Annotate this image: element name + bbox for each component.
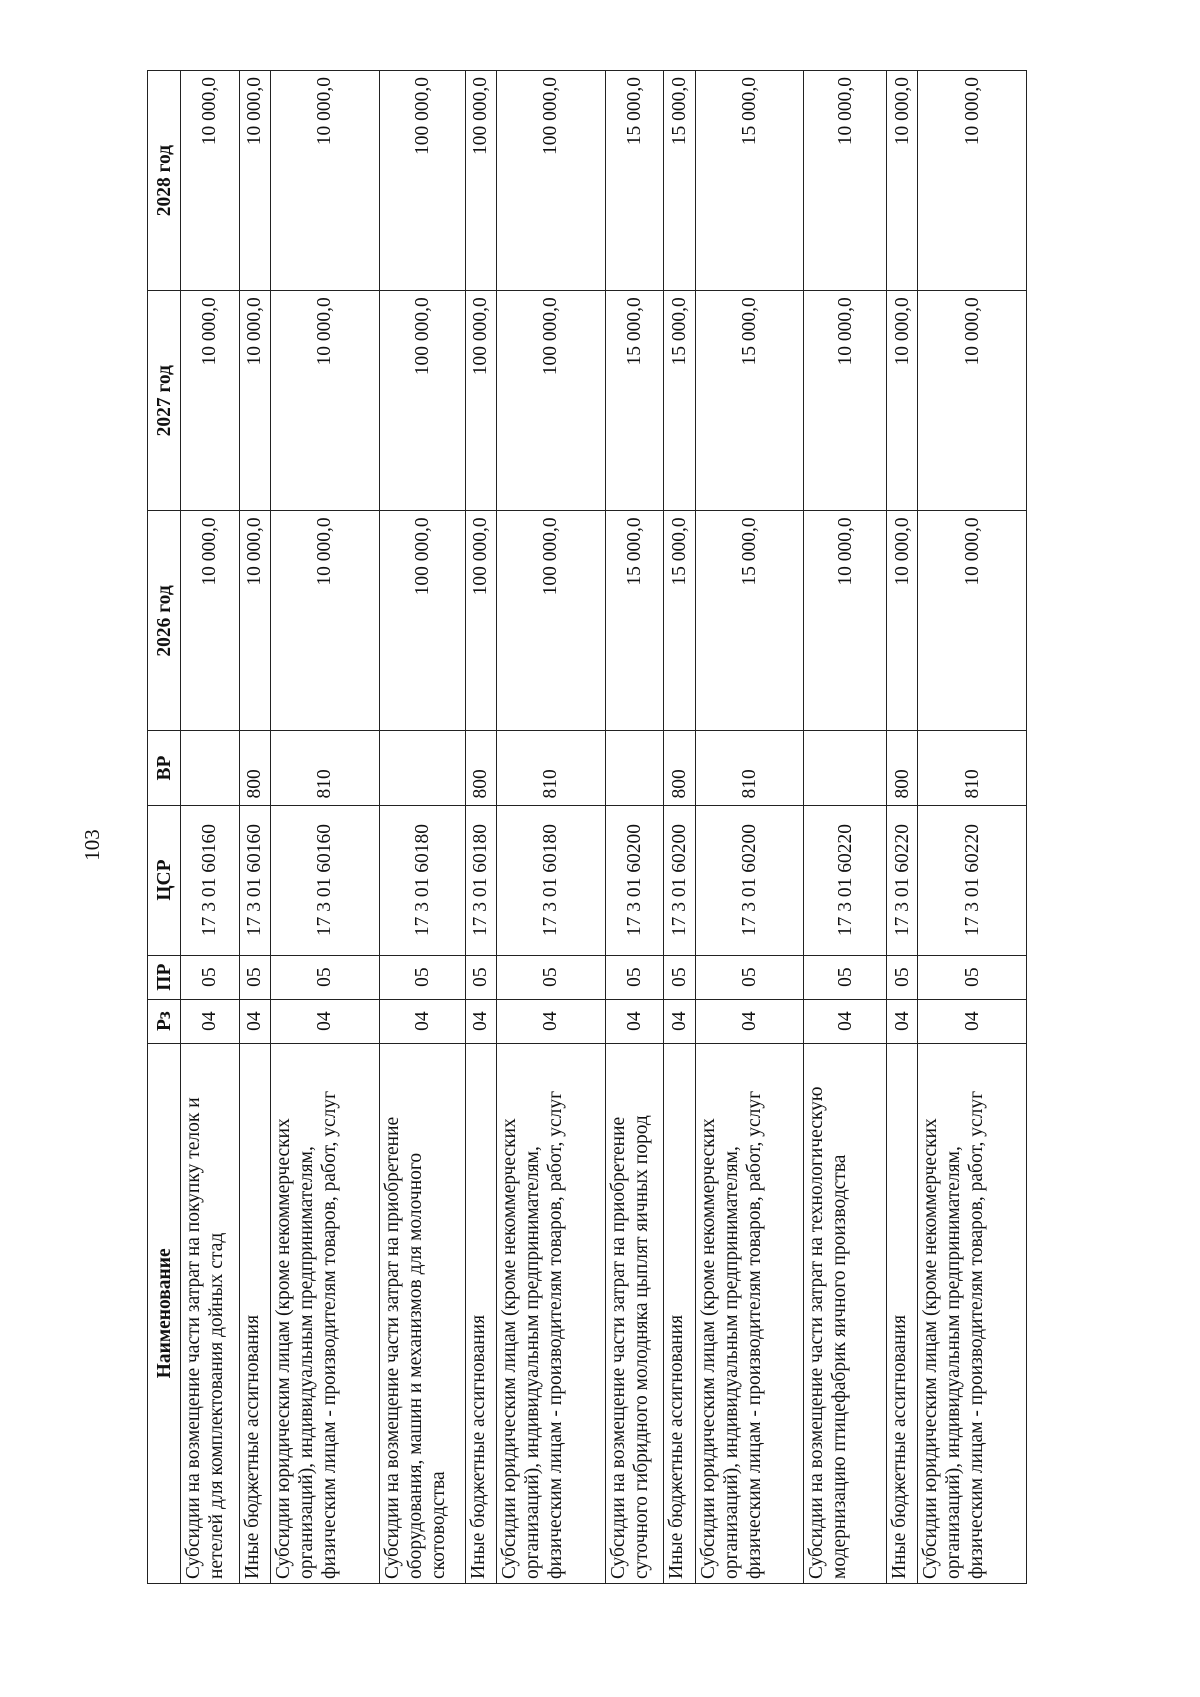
cell-2028: 10 000,0	[239, 71, 270, 291]
cell-rz: 04	[695, 999, 804, 1043]
cell-vr	[605, 731, 664, 805]
cell-2027: 100 000,0	[496, 291, 605, 511]
cell-csr: 17 3 01 60200	[664, 805, 695, 955]
cell-csr: 17 3 01 60220	[804, 805, 887, 955]
table-row	[886, 71, 917, 1584]
cell-2026: 10 000,0	[804, 511, 887, 731]
cell-2027: 100 000,0	[379, 291, 465, 511]
table-header-row	[148, 71, 181, 1584]
cell-2026: 100 000,0	[496, 511, 605, 731]
cell-2028: 100 000,0	[379, 71, 465, 291]
cell-pr: 05	[605, 955, 664, 999]
cell-2026: 15 000,0	[664, 511, 695, 731]
cell-vr: 800	[886, 731, 917, 805]
cell-rz: 04	[804, 999, 887, 1043]
cell-vr: 810	[918, 731, 1027, 805]
cell-2028: 10 000,0	[918, 71, 1027, 291]
cell-2028: 15 000,0	[664, 71, 695, 291]
cell-name: Субсидии юридическим лицам (кроме некоммерческих организаций), индивидуальным предпринимателям, физическим лицам - производителям товаров, работ, услуг	[695, 1043, 804, 1583]
cell-rz: 04	[239, 999, 270, 1043]
cell-2026: 10 000,0	[181, 511, 240, 731]
cell-vr	[379, 731, 465, 805]
cell-csr: 17 3 01 60200	[695, 805, 804, 955]
header-2028: 2028 год	[148, 71, 181, 291]
cell-csr: 17 3 01 60180	[465, 805, 496, 955]
cell-2026: 15 000,0	[695, 511, 804, 731]
budget-table	[147, 70, 1027, 1584]
cell-vr	[181, 731, 240, 805]
cell-vr: 800	[239, 731, 270, 805]
cell-vr: 810	[270, 731, 379, 805]
cell-csr: 17 3 01 60200	[605, 805, 664, 955]
cell-rz: 04	[270, 999, 379, 1043]
rotated-table-sheet	[147, 70, 1027, 1584]
cell-rz: 04	[605, 999, 664, 1043]
cell-pr: 05	[496, 955, 605, 999]
cell-2026: 100 000,0	[379, 511, 465, 731]
cell-name: Субсидии на возмещение части затрат на технологическую модернизацию птицефабрик яичного производства	[804, 1043, 887, 1583]
cell-rz: 04	[886, 999, 917, 1043]
cell-2026: 15 000,0	[605, 511, 664, 731]
cell-2028: 15 000,0	[605, 71, 664, 291]
table-row	[664, 71, 695, 1584]
cell-2027: 10 000,0	[918, 291, 1027, 511]
header-rz: Рз	[148, 999, 181, 1043]
cell-2027: 10 000,0	[239, 291, 270, 511]
cell-rz: 04	[918, 999, 1027, 1043]
table-row	[465, 71, 496, 1584]
cell-name: Субсидии на возмещение части затрат на приобретение оборудования, машин и механизмов для молочного скотоводства	[379, 1043, 465, 1583]
cell-rz: 04	[496, 999, 605, 1043]
cell-2028: 10 000,0	[270, 71, 379, 291]
cell-pr: 05	[379, 955, 465, 999]
table-row	[918, 71, 1027, 1584]
table-row	[270, 71, 379, 1584]
table-row	[181, 71, 240, 1584]
cell-rz: 04	[379, 999, 465, 1043]
cell-rz: 04	[664, 999, 695, 1043]
cell-vr	[804, 731, 887, 805]
cell-vr: 800	[465, 731, 496, 805]
cell-name: Субсидии на возмещение части затрат на приобретение суточного гибридного молодняка цыплят яичных пород	[605, 1043, 664, 1583]
cell-2028: 100 000,0	[465, 71, 496, 291]
cell-2028: 15 000,0	[695, 71, 804, 291]
cell-csr: 17 3 01 60220	[918, 805, 1027, 955]
cell-pr: 05	[918, 955, 1027, 999]
header-2026: 2026 год	[148, 511, 181, 731]
cell-name: Субсидии на возмещение части затрат на покупку телок и нетелей для комплектования дойных стад	[181, 1043, 240, 1583]
table-row	[379, 71, 465, 1584]
cell-2027: 10 000,0	[270, 291, 379, 511]
header-csr: ЦСР	[148, 805, 181, 955]
table-row	[496, 71, 605, 1584]
cell-pr: 05	[465, 955, 496, 999]
table-row	[695, 71, 804, 1584]
cell-pr: 05	[695, 955, 804, 999]
cell-2026: 10 000,0	[886, 511, 917, 731]
cell-name: Иные бюджетные ассигнования	[664, 1043, 695, 1583]
header-vr: ВР	[148, 731, 181, 805]
cell-name: Субсидии юридическим лицам (кроме некоммерческих организаций), индивидуальным предпринимателям, физическим лицам - производителям товаров, работ, услуг	[918, 1043, 1027, 1583]
cell-2026: 10 000,0	[270, 511, 379, 731]
cell-2027: 100 000,0	[465, 291, 496, 511]
table-row	[804, 71, 887, 1584]
cell-2026: 10 000,0	[239, 511, 270, 731]
cell-vr: 800	[664, 731, 695, 805]
cell-name: Субсидии юридическим лицам (кроме некоммерческих организаций), индивидуальным предпринимателям, физическим лицам - производителям товаров, работ, услуг	[496, 1043, 605, 1583]
cell-rz: 04	[465, 999, 496, 1043]
cell-2027: 10 000,0	[804, 291, 887, 511]
cell-name: Субсидии юридическим лицам (кроме некоммерческих организаций), индивидуальным предпринимателям, физическим лицам - производителям товаров, работ, услуг	[270, 1043, 379, 1583]
cell-2028: 10 000,0	[804, 71, 887, 291]
header-name: Наименование	[148, 1043, 181, 1583]
cell-vr: 810	[496, 731, 605, 805]
table-row	[239, 71, 270, 1584]
cell-pr: 05	[181, 955, 240, 999]
cell-2026: 100 000,0	[465, 511, 496, 731]
cell-2028: 100 000,0	[496, 71, 605, 291]
cell-pr: 05	[664, 955, 695, 999]
cell-name: Иные бюджетные ассигнования	[465, 1043, 496, 1583]
cell-pr: 05	[239, 955, 270, 999]
page-number: 103	[80, 829, 104, 861]
header-pr: ПР	[148, 955, 181, 999]
cell-2028: 10 000,0	[886, 71, 917, 291]
cell-csr: 17 3 01 60160	[270, 805, 379, 955]
cell-pr: 05	[270, 955, 379, 999]
cell-2027: 10 000,0	[181, 291, 240, 511]
cell-csr: 17 3 01 60160	[181, 805, 240, 955]
cell-csr: 17 3 01 60180	[496, 805, 605, 955]
cell-name: Иные бюджетные ассигнования	[886, 1043, 917, 1583]
cell-2027: 15 000,0	[605, 291, 664, 511]
cell-name: Иные бюджетные ассигнования	[239, 1043, 270, 1583]
cell-csr: 17 3 01 60180	[379, 805, 465, 955]
cell-2026: 10 000,0	[918, 511, 1027, 731]
cell-csr: 17 3 01 60160	[239, 805, 270, 955]
cell-2027: 15 000,0	[664, 291, 695, 511]
cell-2027: 15 000,0	[695, 291, 804, 511]
cell-2028: 10 000,0	[181, 71, 240, 291]
table-row	[605, 71, 664, 1584]
cell-csr: 17 3 01 60220	[886, 805, 917, 955]
cell-vr: 810	[695, 731, 804, 805]
cell-2027: 10 000,0	[886, 291, 917, 511]
cell-pr: 05	[804, 955, 887, 999]
cell-pr: 05	[886, 955, 917, 999]
cell-rz: 04	[181, 999, 240, 1043]
header-2027: 2027 год	[148, 291, 181, 511]
